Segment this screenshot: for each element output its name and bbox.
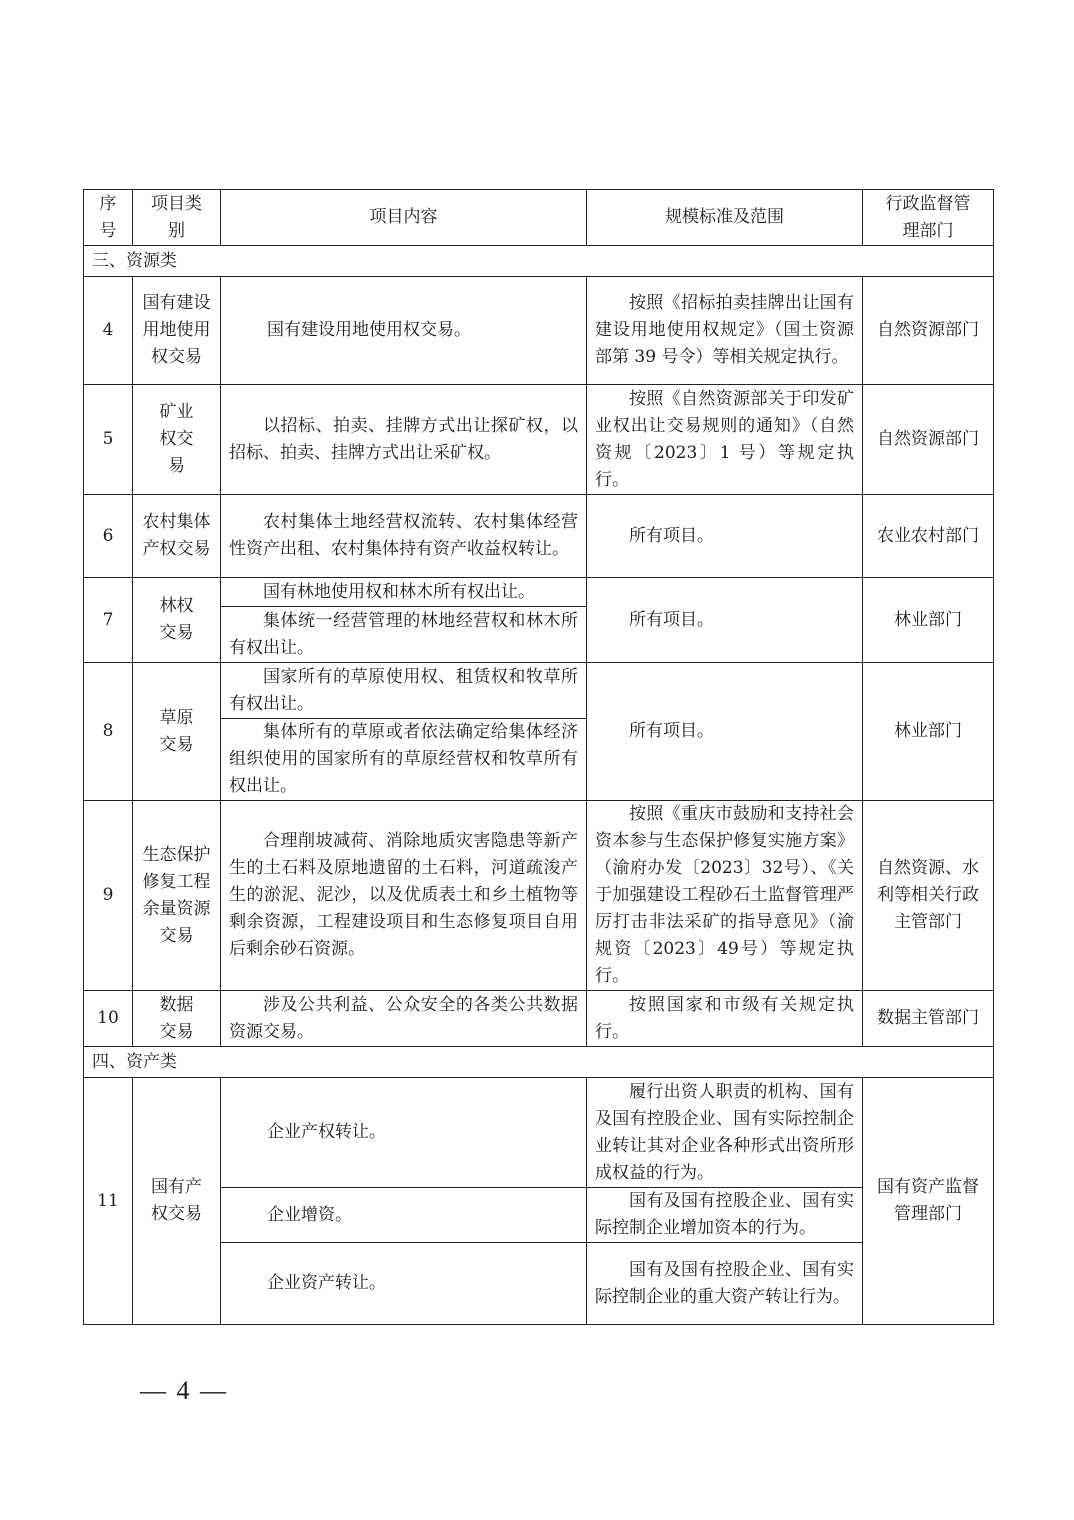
row-content: 国家所有的草原使用权、租赁权和牧草所有权出让。 xyxy=(221,663,587,719)
table-header-row xyxy=(84,190,994,246)
row-content: 集体所有的草原或者依法确定给集体经济组织使用的国家所有的草原经营权和牧草所有权出让。 xyxy=(221,719,587,801)
page-number: — 4 — xyxy=(140,1376,228,1405)
row-scope: 按照《招标拍卖挂牌出让国有建设用地使用权规定》（国土资源部第 39 号令）等相关规定执行。 xyxy=(587,277,863,385)
row-seq: 7 xyxy=(84,578,133,663)
row-seq: 5 xyxy=(84,385,133,495)
row-content: 集体统一经营管理的林地经营权和林木所有权出让。 xyxy=(221,607,587,663)
row-category: 国有产权交易 xyxy=(133,1078,221,1325)
row-content: 企业资产转让。 xyxy=(221,1243,587,1325)
table-row xyxy=(84,277,994,385)
row-scope: 国有及国有控股企业、国有实际控制企业增加资本的行为。 xyxy=(587,1188,863,1243)
row-seq: 8 xyxy=(84,663,133,801)
table-row xyxy=(84,663,994,719)
row-scope: 所有项目。 xyxy=(587,578,863,663)
row-content: 农村集体土地经营权流转、农村集体经营性资产出租、农村集体持有资产收益权转让。 xyxy=(221,495,587,578)
row-scope: 按照国家和市级有关规定执行。 xyxy=(587,991,863,1047)
table-row xyxy=(84,1188,994,1243)
row-scope: 按照《重庆市鼓励和支持社会资本参与生态保护修复实施方案》（渝府办发〔2023〕32号）、《关于加强建设工程砂石土监督管理严厉打击非法采矿的指导意见》（渝规资〔2023〕49号）等规定执行。 xyxy=(587,801,863,991)
project-table xyxy=(83,189,994,1325)
row-dept: 林业部门 xyxy=(863,578,994,663)
section-resources: 三、资源类 xyxy=(84,246,994,277)
row-category: 数据交易 xyxy=(133,991,221,1047)
row-content: 企业产权转让。 xyxy=(221,1078,587,1188)
row-scope: 国有及国有控股企业、国有实际控制企业的重大资产转让行为。 xyxy=(587,1243,863,1325)
header-dept: 行政监督管理部门 xyxy=(863,190,994,246)
row-seq: 10 xyxy=(84,991,133,1047)
row-content: 企业增资。 xyxy=(221,1188,587,1243)
header-scope: 规模标准及范围 xyxy=(587,190,863,246)
table-row xyxy=(84,1243,994,1325)
row-category: 国有建设用地使用权交易 xyxy=(133,277,221,385)
section-row xyxy=(84,246,994,277)
row-content: 国有建设用地使用权交易。 xyxy=(221,277,587,385)
row-content: 以招标、拍卖、挂牌方式出让探矿权，以招标、拍卖、挂牌方式出让采矿权。 xyxy=(221,385,587,495)
row-dept: 自然资源部门 xyxy=(863,385,994,495)
row-category: 林权交易 xyxy=(133,578,221,663)
row-content: 国有林地使用权和林木所有权出让。 xyxy=(221,578,587,607)
row-scope: 所有项目。 xyxy=(587,663,863,801)
row-dept: 自然资源部门 xyxy=(863,277,994,385)
row-dept: 自然资源、水利等相关行政主管部门 xyxy=(863,801,994,991)
row-content: 涉及公共利益、公众安全的各类公共数据资源交易。 xyxy=(221,991,587,1047)
row-category: 矿业权交易 xyxy=(133,385,221,495)
row-dept: 农业农村部门 xyxy=(863,495,994,578)
table-row xyxy=(84,495,994,578)
row-category: 草原交易 xyxy=(133,663,221,801)
row-seq: 11 xyxy=(84,1078,133,1325)
section-row xyxy=(84,1047,994,1078)
header-category: 项目类别 xyxy=(133,190,221,246)
row-scope: 所有项目。 xyxy=(587,495,863,578)
table-row xyxy=(84,801,994,991)
row-dept: 林业部门 xyxy=(863,663,994,801)
row-scope: 履行出资人职责的机构、国有及国有控股企业、国有实际控制企业转让其对企业各种形式出资所形成权益的行为。 xyxy=(587,1078,863,1188)
row-seq: 9 xyxy=(84,801,133,991)
row-seq: 6 xyxy=(84,495,133,578)
header-seq: 序号 xyxy=(84,190,133,246)
row-scope: 按照《自然资源部关于印发矿业权出让交易规则的通知》（自然资规〔2023〕1 号）等规定执行。 xyxy=(587,385,863,495)
row-content: 合理削坡减荷、消除地质灾害隐患等新产生的土石料及原地遗留的土石料，河道疏浚产生的淤泥、泥沙，以及优质表土和乡土植物等剩余资源，工程建设项目和生态修复项目自用后剩余砂石资源。 xyxy=(221,801,587,991)
table-row xyxy=(84,385,994,495)
row-category: 农村集体产权交易 xyxy=(133,495,221,578)
table-row xyxy=(84,991,994,1047)
row-category: 生态保护修复工程余量资源交易 xyxy=(133,801,221,991)
table-row xyxy=(84,1078,994,1188)
row-dept: 数据主管部门 xyxy=(863,991,994,1047)
row-seq: 4 xyxy=(84,277,133,385)
table-row xyxy=(84,578,994,607)
section-assets: 四、资产类 xyxy=(84,1047,994,1078)
row-dept: 国有资产监督管理部门 xyxy=(863,1078,994,1325)
header-content: 项目内容 xyxy=(221,190,587,246)
